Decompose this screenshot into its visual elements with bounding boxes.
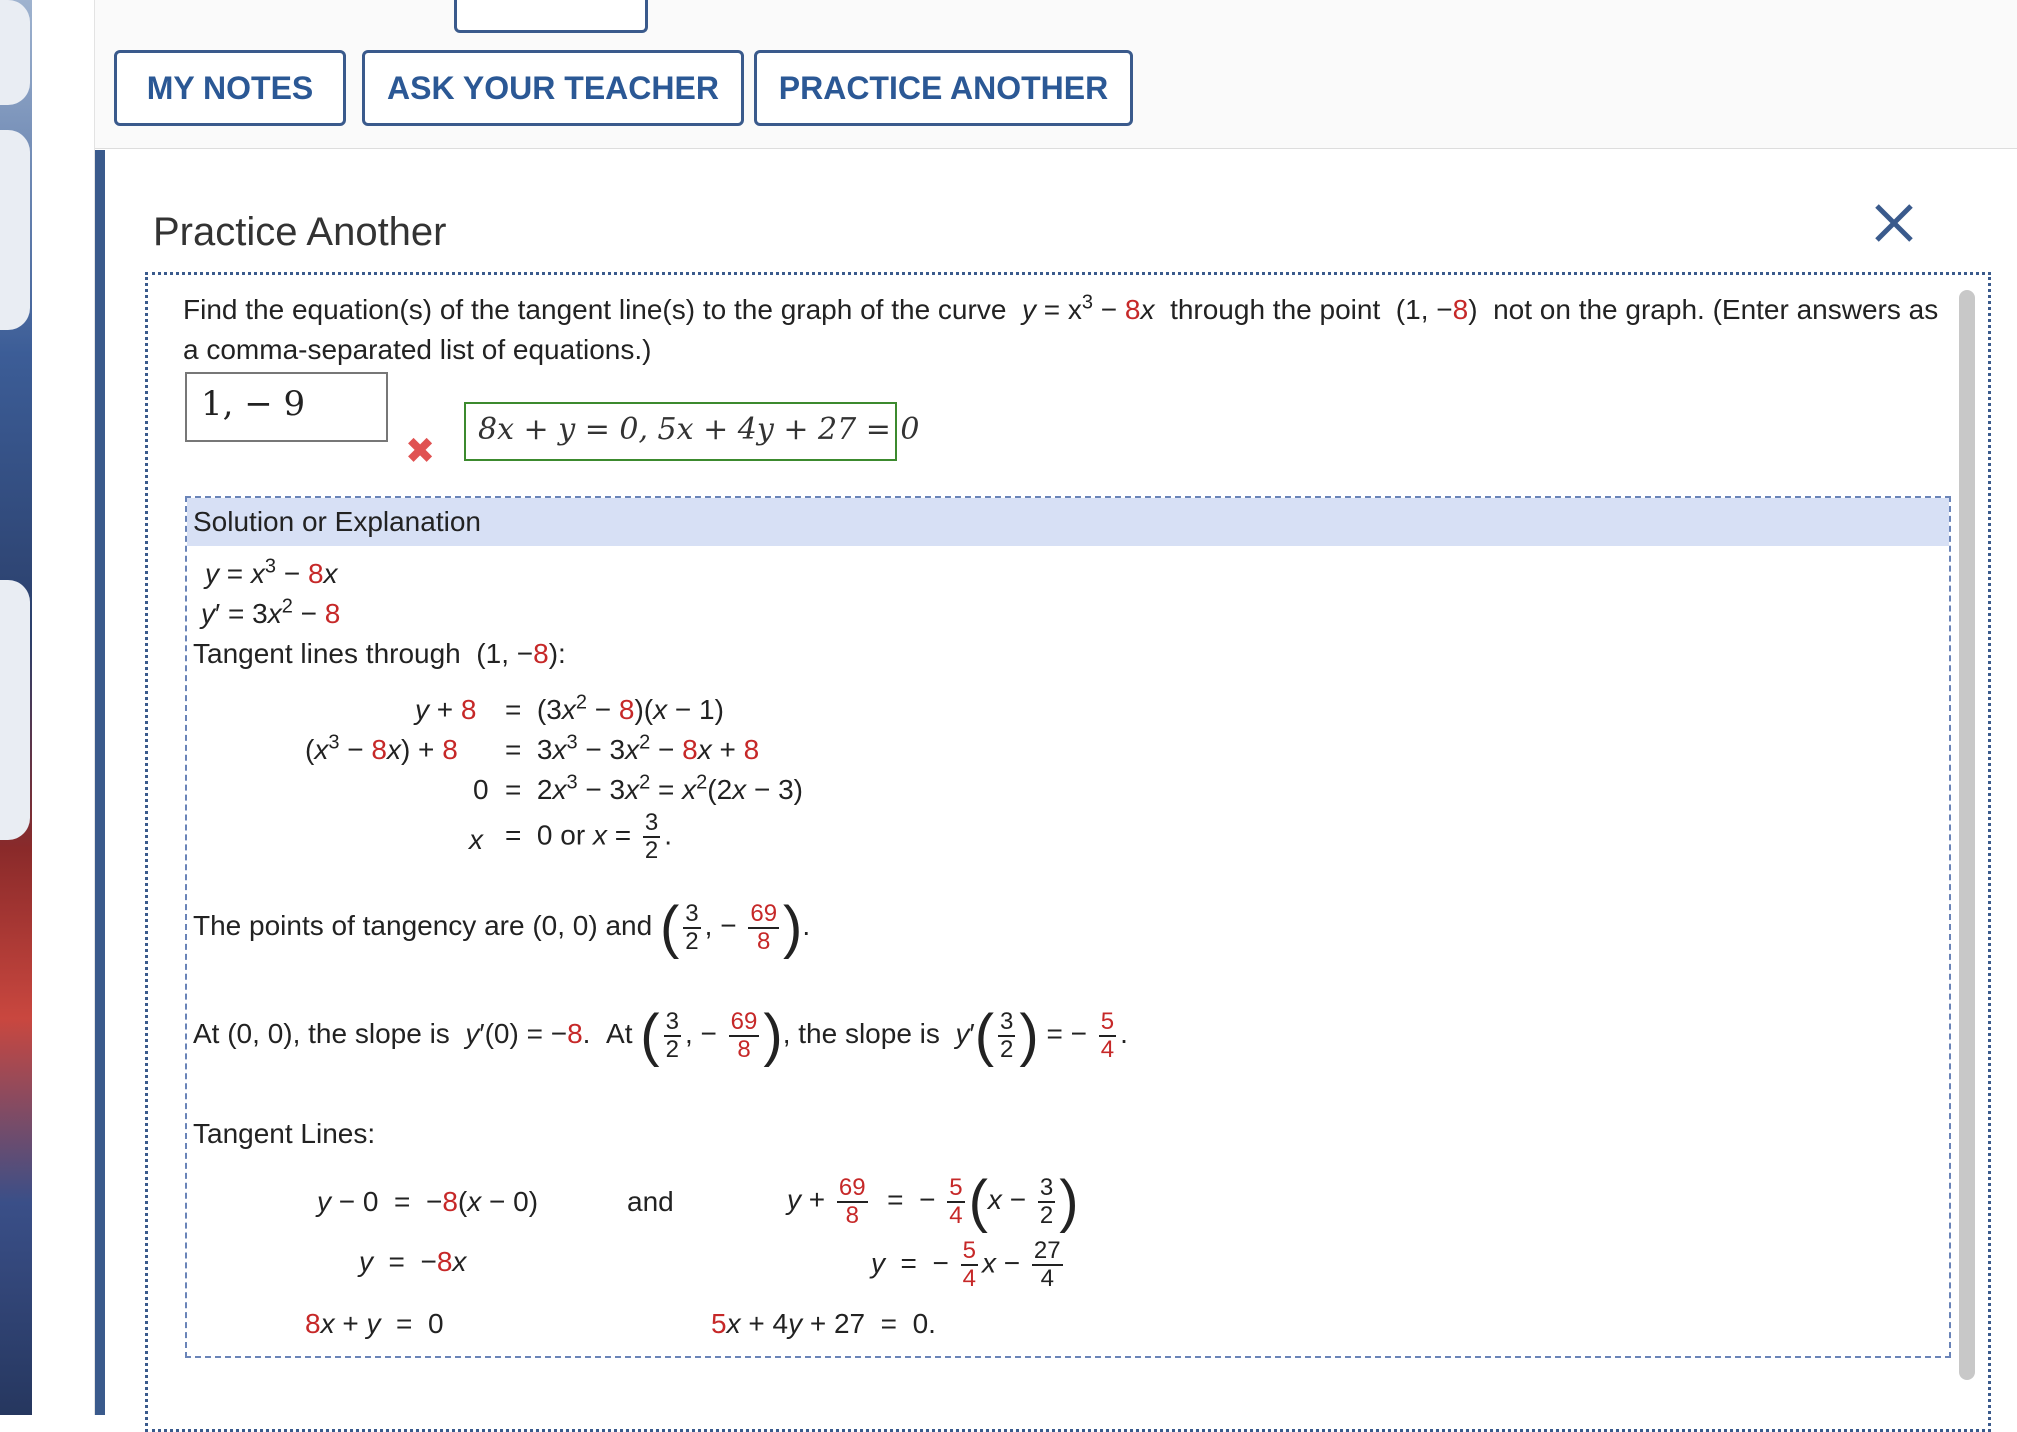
eq-line3-right: = $2x^3 - 3x^2 = x^2(2x - 3)$ bbox=[505, 771, 803, 805]
right-line3: 5x + 4y + 27 = 0. bbox=[711, 1308, 936, 1339]
practice-another-panel bbox=[95, 150, 2017, 1415]
window-edge bbox=[0, 580, 30, 840]
ask-teacher-button[interactable]: ASK YOUR TEACHER bbox=[362, 50, 744, 126]
question-through: through the point bbox=[1170, 294, 1381, 325]
curve-y: y bbox=[1021, 294, 1036, 325]
eq-line3-left: 0 bbox=[473, 774, 489, 805]
and-word: and bbox=[627, 1186, 674, 1217]
left-line3: 8x + y = 0 bbox=[305, 1308, 444, 1339]
right-line2: y = − $\frac{5}{4}$ x − $\frac{27}{4}$ bbox=[871, 1237, 1061, 1292]
scrollbar-thumb[interactable] bbox=[1959, 290, 1975, 1380]
point-close: ) bbox=[1468, 294, 1478, 325]
correct-answer-box: 8x + y = 0, 5x + 4y + 27 = 0 bbox=[464, 402, 897, 461]
solution-header: Solution or Explanation bbox=[187, 498, 1949, 546]
panel-accent-bar bbox=[95, 150, 105, 1415]
curve-exponent: 3 bbox=[1081, 291, 1093, 314]
window-edge bbox=[0, 130, 30, 330]
eq-line1-left: y + 8 bbox=[415, 694, 477, 725]
right-line1: y + $\frac{69}{8}$ = − $\frac{5}{4}$ (x − $\frac{3}{2}$ ) bbox=[787, 1169, 1079, 1234]
slope-text: At (0, 0), the slope is y′(0) = −8. At ( $\frac{3}{2}$ , − $\frac{69}{8}$ ), the slope is y′( $\frac{3}{2}$ ) = − $\frac{5}{4}$ . bbox=[193, 1003, 1128, 1068]
left-line2: y = −8x bbox=[359, 1246, 467, 1277]
question-toolbar bbox=[95, 0, 2017, 149]
close-icon[interactable] bbox=[1867, 196, 1921, 250]
points-tangency-text: The points of tangency are (0, 0) and ( $\frac{3}{2}$ , − $\frac{69}{8}$ ). bbox=[193, 895, 811, 960]
curve-eq: = x bbox=[1035, 294, 1082, 325]
eq-line4-right: = 0 or x = $\frac{3}{2}$ . bbox=[505, 809, 673, 864]
curve-x: x bbox=[1140, 294, 1155, 325]
solution-box bbox=[185, 496, 1951, 1358]
eq-yprime: $y' = 3x^2 - 8$ bbox=[201, 595, 341, 629]
my-notes-button[interactable]: MY NOTES bbox=[114, 50, 346, 126]
curve-coefficient: 8 bbox=[1124, 294, 1141, 325]
panel-title: Practice Another bbox=[153, 210, 447, 254]
answer-input[interactable]: 1, − 9 bbox=[185, 372, 388, 442]
practice-another-button[interactable]: PRACTICE ANOTHER bbox=[754, 50, 1133, 126]
tangent-through-label: Tangent lines through (1, −8): bbox=[193, 638, 566, 669]
question-prefix: Find the equation(s) of the tangent line(s) to the graph of the curve bbox=[183, 294, 1007, 325]
eq-line4-left: x bbox=[469, 824, 483, 855]
point-coordinate: 8 bbox=[1452, 294, 1469, 325]
curve-minus: − bbox=[1093, 294, 1125, 325]
eq-y: $y = x^3 - 8x$ bbox=[205, 555, 338, 589]
question-suffix: not on the graph. (Enter answers as a comma-separated list of equations.) bbox=[183, 294, 1939, 365]
point-open: (1, − bbox=[1395, 294, 1453, 325]
page-gutter bbox=[32, 0, 95, 1415]
incorrect-x-icon: ✖ bbox=[405, 430, 436, 471]
eq-line2-left: $(x^3 - 8x) + 8$ bbox=[305, 731, 458, 765]
desktop-background bbox=[0, 0, 32, 1415]
details-tab-stub[interactable] bbox=[454, 0, 648, 33]
tangent-lines-label: Tangent Lines: bbox=[193, 1118, 376, 1149]
window-edge bbox=[0, 0, 30, 105]
eq-line2-right: = $3x^3 - 3x^2 - 8x + 8$ bbox=[505, 731, 760, 765]
question-text bbox=[183, 290, 1953, 370]
left-line1: y − 0 = −8(x − 0) bbox=[317, 1186, 539, 1217]
eq-line1-right: = $(3x^2 - 8)(x - 1)$ bbox=[505, 691, 724, 725]
